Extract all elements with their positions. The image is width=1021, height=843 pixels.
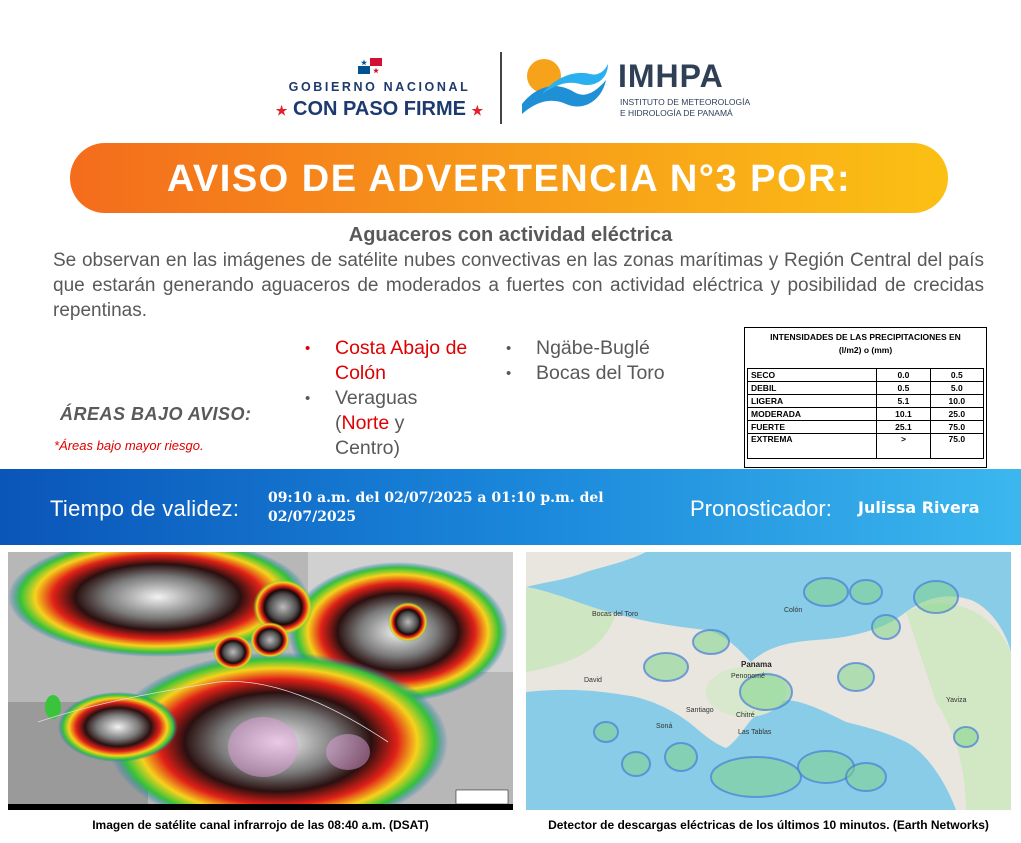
- area-line: Bocas del Toro: [536, 362, 665, 384]
- list-item: [506, 336, 716, 361]
- gobierno-line1: GOBIERNO NACIONAL: [288, 80, 471, 94]
- map-label-david: David: [584, 677, 602, 684]
- table-cell: 10.0: [930, 395, 983, 408]
- forecaster-label: Pronosticador:: [690, 496, 832, 521]
- validity-line2: 02/07/2025: [268, 509, 357, 525]
- lightning-detector-map: [526, 552, 1011, 810]
- table-cell: 10.1: [877, 408, 930, 421]
- table-cell: LIGERA: [748, 395, 877, 408]
- table-cell: SECO: [748, 369, 877, 382]
- table-cell: >: [877, 434, 930, 459]
- area-line: Colón: [335, 362, 386, 384]
- map-label-penonome: Penonomé: [731, 673, 765, 680]
- bullet-icon: •: [305, 340, 311, 357]
- map-label-santiago: Santiago: [686, 707, 714, 714]
- intensity-table-title: [745, 331, 986, 357]
- table-row: [748, 395, 984, 408]
- paren: (: [335, 412, 342, 434]
- gobierno-motto: CON PASO FIRME: [293, 98, 466, 120]
- imhpa-sub-line1: INSTITUTO DE METEOROLOGÍA: [620, 97, 751, 107]
- intensity-grid: [747, 368, 984, 459]
- table-row: [748, 421, 984, 434]
- area-highlight: Norte: [341, 412, 390, 434]
- area-line: [335, 411, 505, 436]
- map-label-chitre: Chitré: [736, 712, 755, 719]
- imhpa-wave-icon: [518, 54, 610, 122]
- star-icon: ★: [471, 103, 484, 118]
- validity-period: [268, 489, 648, 527]
- area-line: Veraguas: [335, 387, 418, 409]
- star-icon: ★: [275, 103, 288, 118]
- satellite-infrared-image: [8, 552, 513, 810]
- table-cell: 25.1: [877, 421, 930, 434]
- intensity-table: [744, 327, 987, 468]
- imhpa-sub-line2: E HIDROLOGÍA DE PANAMÁ: [620, 108, 733, 118]
- table-cell: EXTREMA: [748, 434, 877, 459]
- table-cell: DEBIL: [748, 382, 877, 395]
- imhpa-subtitle: [620, 97, 750, 119]
- map-label-colon: Colón: [784, 607, 803, 614]
- table-cell: MODERADA: [748, 408, 877, 421]
- area-rest: y: [389, 412, 405, 434]
- table-cell: 0.0: [877, 369, 930, 382]
- bullet-icon: •: [506, 365, 512, 382]
- validity-label: Tiempo de validez:: [50, 496, 240, 521]
- area-line: Costa Abajo de: [335, 337, 468, 359]
- imhpa-name: IMHPA: [618, 58, 724, 94]
- warning-description: Se observan en las imágenes de satélite nubes convectivas en las zonas marítimas y Región Central del país que estarán generando aguaceros de moderados a fuertes con actividad eléctrica y posibilidad de crecidas repentinas.: [53, 250, 984, 321]
- table-cell: 5.0: [930, 382, 983, 395]
- areas-title: ÁREAS BAJO AVISO:: [60, 404, 252, 424]
- table-cell: 5.1: [877, 395, 930, 408]
- map-label-sona: Soná: [656, 723, 673, 730]
- gobierno-nacional-logo: [272, 58, 487, 128]
- table-row: [748, 382, 984, 395]
- table-row: [748, 408, 984, 421]
- risk-note: *Áreas bajo mayor riesgo.: [54, 438, 204, 453]
- forecaster-name: Julissa Rivera: [858, 498, 980, 517]
- list-item: [506, 361, 716, 386]
- area-line: Centro): [335, 437, 401, 459]
- table-row: [748, 369, 984, 382]
- area-line: Ngäbe-Buglé: [536, 337, 650, 359]
- list-item: [305, 336, 505, 386]
- map-label-panama: Panama: [741, 660, 772, 669]
- table-row: [748, 434, 984, 459]
- list-item: [305, 386, 505, 461]
- table-cell: 0.5: [877, 382, 930, 395]
- bullet-icon: •: [506, 340, 512, 357]
- warning-banner: AVISO DE ADVERTENCIA N°3 POR:: [70, 143, 948, 213]
- intensity-title-line1: INTENSIDADES DE LAS PRECIPITACIONES EN: [770, 332, 961, 342]
- validity-line1: 09:10 a.m. del 02/07/2025 a 01:10 p.m. del: [268, 490, 604, 506]
- table-cell: 25.0: [930, 408, 983, 421]
- warning-subtitle: Aguaceros con actividad eléctrica: [348, 224, 673, 246]
- bullet-icon: •: [305, 390, 311, 407]
- table-cell: 75.0: [930, 434, 983, 459]
- lightning-caption: Detector de descargas eléctricas de los últimos 10 minutos. (Earth Networks): [548, 818, 989, 832]
- panama-flag-icon: [358, 58, 382, 74]
- intensity-title-line2: (l/m2) o (mm): [838, 345, 893, 355]
- satellite-caption: Imagen de satélite canal infrarrojo de las 08:40 a.m. (DSAT): [92, 818, 429, 832]
- map-label-las-tablas: Las Tablas: [738, 729, 772, 736]
- gobierno-line2: [272, 98, 487, 121]
- table-cell: 75.0: [930, 421, 983, 434]
- table-cell: FUERTE: [748, 421, 877, 434]
- map-label-bocas: Bocas del Toro: [592, 611, 639, 618]
- table-cell: 0.5: [930, 369, 983, 382]
- logo-divider: [500, 52, 502, 124]
- map-label-yaviza: Yaviza: [946, 697, 967, 704]
